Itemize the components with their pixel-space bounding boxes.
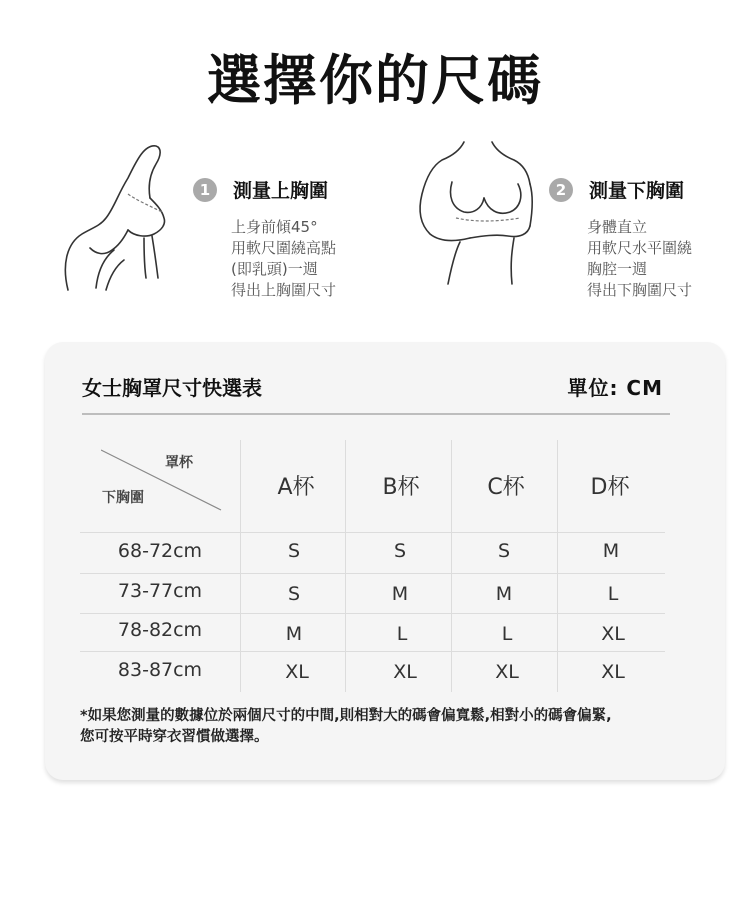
- size-chart-title: 女士胸罩尺寸快選表: [82, 376, 262, 400]
- size-chart-unit: 單位: CM: [567, 376, 663, 400]
- size-advice-note: [80, 706, 612, 748]
- size-cell: M: [602, 540, 620, 562]
- step-instruction-line: 得出上胸圍尺寸: [231, 281, 337, 299]
- note-line: 您可按平時穿衣習慣做選擇。: [80, 729, 269, 745]
- size-cell: S: [287, 540, 301, 562]
- size-cell: XL: [601, 661, 625, 683]
- size-cell: L: [607, 583, 619, 605]
- size-cell: XL: [393, 661, 417, 683]
- step-title: 測量下胸圍: [589, 180, 685, 202]
- step-title: 測量上胸圍: [233, 180, 329, 202]
- row-divider: [80, 651, 665, 652]
- size-cell: XL: [285, 661, 309, 683]
- row-underbust-range: 83-87cm: [117, 659, 203, 681]
- size-cell: XL: [601, 623, 625, 645]
- divider: [82, 413, 670, 415]
- row-divider: [80, 573, 665, 574]
- note-line: *如果您測量的數據位於兩個尺寸的中間,則相對大的碼會偏寬鬆,相對小的碼會偏緊,: [80, 708, 612, 724]
- corner-cup-label: 罩杯: [165, 455, 193, 471]
- row-underbust-range: 78-82cm: [117, 619, 203, 641]
- size-cell: M: [495, 583, 513, 605]
- size-chart-card: [45, 342, 725, 780]
- step-2: [549, 176, 692, 301]
- corner-underbust-label: 下胸圍: [102, 490, 144, 506]
- column-header: D杯: [590, 475, 630, 500]
- size-cell: M: [391, 583, 409, 605]
- column-header: C杯: [487, 475, 525, 500]
- row-divider: [80, 532, 665, 533]
- size-cell: L: [396, 623, 408, 645]
- upper-bust-measure-illustration: [58, 138, 178, 298]
- step-instruction-line: 上身前傾45°: [231, 218, 318, 236]
- column-divider: [557, 440, 558, 692]
- step-number-badge: 1: [193, 178, 217, 202]
- column-divider: [451, 440, 452, 692]
- column-header: B杯: [382, 475, 420, 500]
- column-header: A杯: [277, 475, 315, 500]
- step-instruction-line: 用軟尺圍繞高點: [231, 239, 337, 257]
- row-underbust-range: 73-77cm: [117, 580, 203, 602]
- step-instruction-line: 得出下胸圍尺寸: [587, 281, 693, 299]
- size-cell: XL: [495, 661, 519, 683]
- step-instruction-line: 身體直立: [587, 218, 648, 236]
- step-1: [193, 176, 336, 301]
- step-instruction-line: 胸腔一週: [587, 260, 648, 278]
- page-title: 選擇你的尺碼: [207, 49, 543, 112]
- step-instruction-line: (即乳頭)一週: [231, 260, 318, 278]
- row-divider: [80, 613, 665, 614]
- size-cell: S: [497, 540, 511, 562]
- size-cell: M: [285, 623, 303, 645]
- row-underbust-range: 68-72cm: [117, 540, 203, 562]
- column-divider: [240, 440, 241, 692]
- step-instruction-line: 用軟尺水平圍繞: [587, 239, 693, 257]
- size-cell: S: [393, 540, 407, 562]
- under-bust-measure-illustration: [412, 138, 542, 288]
- size-cell: L: [501, 623, 513, 645]
- size-cell: S: [287, 583, 301, 605]
- step-number-badge: 2: [549, 178, 573, 202]
